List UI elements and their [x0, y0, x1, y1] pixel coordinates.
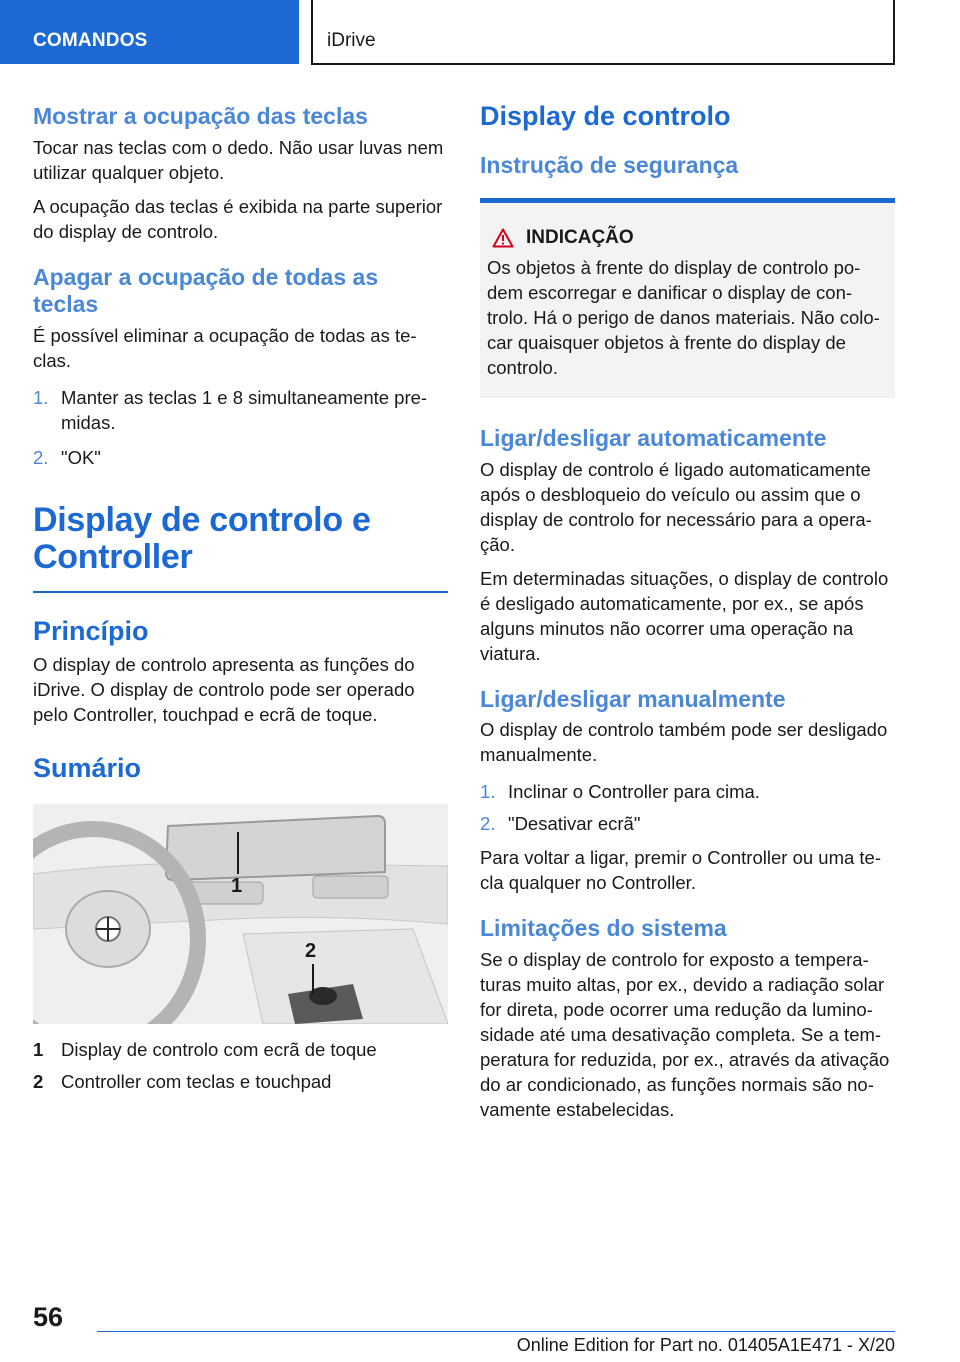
step-number: 1.	[480, 781, 496, 803]
list-item	[33, 445, 448, 470]
heading-auto: Ligar/desligar automaticamente	[480, 424, 827, 451]
para-mostrar-1: Tocar nas teclas com o dedo. Não usar luvas nem utilizar qualquer objeto.	[33, 136, 444, 183]
legend-row	[33, 1037, 448, 1062]
heading-apagar: Apagar a ocupação de todas as teclas	[33, 263, 379, 318]
notice-box	[480, 198, 895, 398]
heading-rule	[33, 591, 448, 593]
legend-text: Display de controlo com ecrã de toque	[61, 1039, 377, 1060]
para-mostrar-2: A ocupação das teclas é exibida na parte superior do display de controlo.	[33, 195, 443, 242]
cockpit-illustration	[33, 804, 448, 1024]
legend-number: 2	[33, 1071, 44, 1092]
step-text: "OK"	[61, 446, 101, 468]
step-text: Manter as teclas 1 e 8 simultaneamente premidas.	[61, 386, 428, 433]
para-manual-2: Para voltar a ligar, premir o Controller ou uma tecla qualquer no Controller.	[480, 847, 882, 894]
footer-rule	[97, 1331, 895, 1332]
right-column	[480, 100, 895, 1122]
chapter-header	[311, 0, 895, 65]
section-tab	[0, 0, 299, 64]
figure-legend	[33, 1037, 448, 1094]
para-apagar: É possível eliminar a ocupação de todas as teclas.	[33, 324, 417, 371]
step-text: Inclinar o Controller para cima.	[508, 781, 760, 803]
callout-2: 2	[305, 940, 317, 962]
heading-display-de-controlo: Display de controlo	[480, 101, 731, 131]
step-text: "Desativar ecrã"	[508, 813, 641, 835]
heading-seguranca: Instrução de segurança	[480, 152, 739, 179]
cockpit-drawing	[33, 804, 448, 1024]
step-number: 2.	[480, 813, 496, 835]
legend-number: 1	[33, 1039, 44, 1060]
step-number: 1.	[33, 386, 49, 408]
warning-icon	[492, 228, 514, 248]
notice-header	[487, 227, 887, 249]
step-number: 2.	[33, 446, 49, 468]
heading-mostrar: Mostrar a ocupação das teclas	[33, 103, 368, 129]
legend-text: Controller com teclas e touchpad	[61, 1071, 332, 1092]
legend-row	[33, 1069, 448, 1094]
callout-1: 1	[231, 875, 243, 897]
list-item	[480, 779, 895, 804]
section-title: COMANDOS	[33, 30, 148, 51]
para-manual: O display de controlo também pode ser desligado manualmente.	[480, 719, 888, 766]
para-auto-2: Em determinadas situações, o display de controlo é desligado automaticamente, por ex., se após alguns minutos não ocorrer uma operação na viatura.	[480, 567, 889, 664]
notice-title: INDICAÇÃO	[526, 226, 634, 248]
list-item	[33, 385, 448, 435]
para-principio: O display de controlo apresenta as funções do iDrive. O display de controlo pode ser operado pelo Controller, touchpad e ecrã de toque.	[33, 653, 415, 725]
steps-list-left	[33, 385, 448, 470]
para-limitacoes: Se o display de controlo for exposto a temperaturas muito altas, por ex., devido a radiação solar for direta, pode ocorrer uma redução da luminosidade até uma desativação completa. Se a temperatura for reduzida, por ex., através da ativação do ar condicionado, as funções normais são novamente estabelecidas.	[480, 948, 890, 1120]
heading-principio: Princípio	[33, 616, 149, 647]
footer-edition: Online Edition for Part no. 01405A1E471 - X/20	[516, 1335, 895, 1355]
list-item	[480, 811, 895, 836]
heading-manual: Ligar/desligar manualmente	[480, 685, 786, 712]
chapter-title: iDrive	[327, 30, 376, 51]
heading-limitacoes: Limitações do sistema	[480, 915, 727, 942]
steps-list-right	[480, 779, 895, 836]
page-number: 56	[33, 1302, 64, 1332]
heading-sumario: Sumário	[33, 752, 142, 783]
notice-text: Os objetos à frente do display de controlo podem escorregar e danificar o display de controlo. Há o perigo de danos materiais. Não colocar quaisquer objetos à frente do display de controlo.	[487, 256, 880, 378]
para-auto-1: O display de controlo é ligado automaticamente após o desbloqueio do veículo ou assim que o display de controlo for necessário para a operação.	[480, 458, 872, 555]
heading-display-controller: Display de controlo e Controller	[33, 500, 371, 576]
left-column	[33, 100, 448, 1094]
